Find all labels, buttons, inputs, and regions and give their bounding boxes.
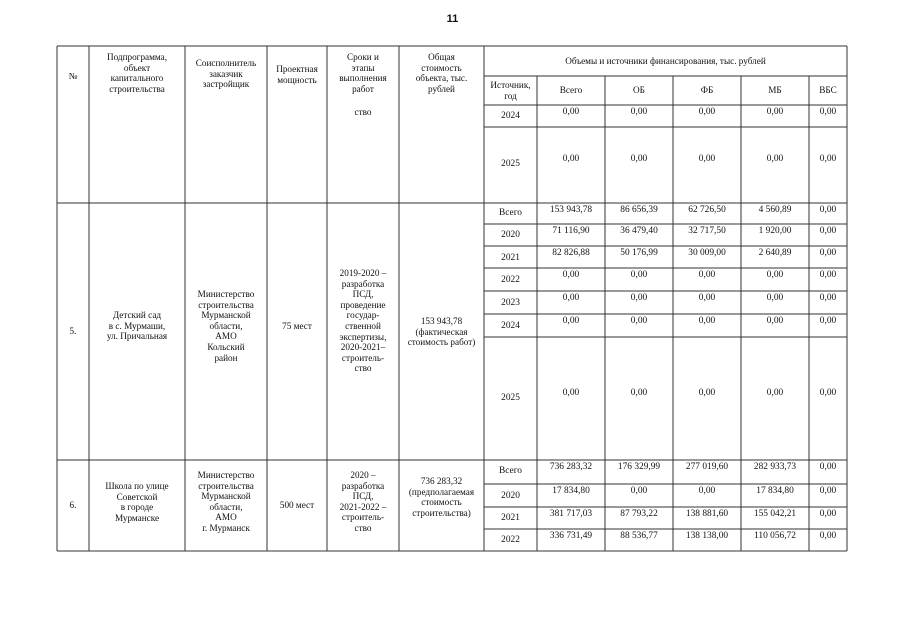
mb-cell: 110 056,72 [754, 531, 796, 541]
project-6-cost: 736 283,32 (предполагаемая стоимость строительства) [408, 476, 475, 518]
year-cell: 2023 [501, 298, 520, 308]
fb-cell: 0,00 [698, 486, 716, 496]
vbs-cell: 0,00 [819, 270, 837, 280]
ob-cell: 0,00 [630, 486, 648, 496]
vbs-cell: 0,00 [819, 531, 837, 541]
project-5-capacity: 75 мест [282, 321, 312, 331]
year-cell: 2022 [501, 535, 520, 545]
header-capacity: Проектная мощность [276, 64, 318, 85]
fb-cell: 62 726,50 [688, 205, 726, 215]
mb-cell: 155 042,21 [753, 509, 797, 519]
ob-cell: 88 536,77 [620, 531, 658, 541]
header-vbs: ВБС [819, 85, 837, 95]
year-cell: 2025 [501, 393, 520, 403]
vbs-cell: 0,00 [819, 293, 837, 303]
mb-cell: 0,00 [766, 293, 784, 303]
fb-cell: 138 138,00 [685, 531, 729, 541]
total-cell: 736 283,32 [549, 462, 593, 472]
vbs-cell: 0,00 [819, 388, 837, 398]
total-cell: 82 826,88 [552, 248, 590, 258]
vbs-cell: 0,00 [819, 154, 837, 164]
fb-cell: 32 717,50 [688, 226, 726, 236]
fb-cell: 30 009,00 [688, 248, 726, 258]
mb-cell: 1 920,00 [758, 226, 792, 236]
fb-cell: 0,00 [698, 293, 716, 303]
mb-cell: 0,00 [766, 388, 784, 398]
page-number: 11 [446, 13, 459, 25]
fb-cell: 0,00 [698, 388, 716, 398]
mb-cell: 17 834,80 [756, 486, 794, 496]
project-5-executor: Министерство строительства Мурманской области, АМО Кольский район [197, 289, 255, 363]
ob-cell: 50 176,99 [620, 248, 658, 258]
fb-cell: 0,00 [698, 154, 716, 164]
total-cell: 0,00 [562, 270, 580, 280]
total-cell: 0,00 [562, 107, 580, 117]
mb-cell: 0,00 [766, 154, 784, 164]
vbs-cell: 0,00 [819, 486, 837, 496]
header-source-year: Источник, год [490, 80, 531, 101]
fb-cell: 138 881,60 [685, 509, 729, 519]
header-terms-tail: ство [354, 107, 372, 117]
year-cell: Всего [499, 466, 522, 476]
fb-cell: 0,00 [698, 107, 716, 117]
ob-cell: 0,00 [630, 107, 648, 117]
year-cell: 2024 [501, 111, 520, 121]
header-object: Подпрограмма, объект капитального строительства [106, 52, 168, 94]
year-cell: 2022 [501, 275, 520, 285]
total-cell: 336 731,49 [549, 531, 593, 541]
vbs-cell: 0,00 [819, 462, 837, 472]
fb-cell: 277 019,60 [685, 462, 729, 472]
year-cell: 2025 [501, 159, 520, 169]
ob-cell: 87 793,22 [620, 509, 658, 519]
total-cell: 17 834,80 [552, 486, 590, 496]
vbs-cell: 0,00 [819, 248, 837, 258]
total-cell: 0,00 [562, 388, 580, 398]
year-cell: 2020 [501, 230, 520, 240]
header-total: Всего [559, 85, 583, 95]
ob-cell: 0,00 [630, 270, 648, 280]
ob-cell: 0,00 [630, 316, 648, 326]
vbs-cell: 0,00 [819, 509, 837, 519]
total-cell: 153 943,78 [549, 205, 593, 215]
project-6-terms: 2020 – разработка ПСД, 2021-2022 – строитель- ство [339, 470, 387, 533]
project-6-number: 6. [69, 500, 77, 510]
header-mb: МБ [768, 85, 782, 95]
project-5-object: Детский сад в с. Мурмаши, ул. Причальная [106, 310, 168, 342]
mb-cell: 2 640,89 [758, 248, 792, 258]
total-cell: 0,00 [562, 154, 580, 164]
total-cell: 0,00 [562, 293, 580, 303]
header-executor: Соисполнитель заказчик застройщик [195, 58, 257, 90]
year-cell: Всего [499, 208, 522, 218]
header-funding: Объемы и источники финансирования, тыс. рублей [565, 56, 766, 66]
fb-cell: 0,00 [698, 316, 716, 326]
mb-cell: 4 560,89 [758, 205, 792, 215]
vbs-cell: 0,00 [819, 107, 837, 117]
ob-cell: 36 479,40 [620, 226, 658, 236]
year-cell: 2021 [501, 253, 520, 263]
fb-cell: 0,00 [698, 270, 716, 280]
header-number: № [68, 71, 78, 81]
project-6-object: Школа по улице Советской в городе Мурманске [105, 481, 169, 523]
project-6-executor: Министерство строительства Мурманской области, АМО г. Мурманск [197, 470, 255, 533]
year-cell: 2021 [501, 513, 520, 523]
year-cell: 2024 [501, 321, 520, 331]
ob-cell: 0,00 [630, 388, 648, 398]
project-5-cost: 153 943,78 (фактическая стоимость работ) [407, 316, 476, 348]
ob-cell: 0,00 [630, 154, 648, 164]
project-6-capacity: 500 мест [279, 500, 315, 510]
ob-cell: 86 656,39 [620, 205, 658, 215]
mb-cell: 282 933,73 [753, 462, 797, 472]
total-cell: 71 116,90 [552, 226, 590, 236]
header-ob: ОБ [633, 85, 645, 95]
project-5-number: 5. [69, 326, 77, 336]
header-cost: Общая стоимость объекта, тыс. рублей [415, 52, 468, 94]
vbs-cell: 0,00 [819, 226, 837, 236]
total-cell: 381 717,03 [549, 509, 593, 519]
vbs-cell: 0,00 [819, 316, 837, 326]
mb-cell: 0,00 [766, 270, 784, 280]
vbs-cell: 0,00 [819, 205, 837, 215]
mb-cell: 0,00 [766, 316, 784, 326]
ob-cell: 176 329,99 [617, 462, 661, 472]
mb-cell: 0,00 [766, 107, 784, 117]
ob-cell: 0,00 [630, 293, 648, 303]
header-fb: ФБ [700, 85, 714, 95]
year-cell: 2020 [501, 491, 520, 501]
project-5-terms: 2019-2020 – разработка ПСД, проведение государ- ственной экспертизы, 2020-2021– строитель- ство [339, 268, 387, 374]
total-cell: 0,00 [562, 316, 580, 326]
header-terms: Сроки и этапы выполнения работ [339, 52, 387, 94]
